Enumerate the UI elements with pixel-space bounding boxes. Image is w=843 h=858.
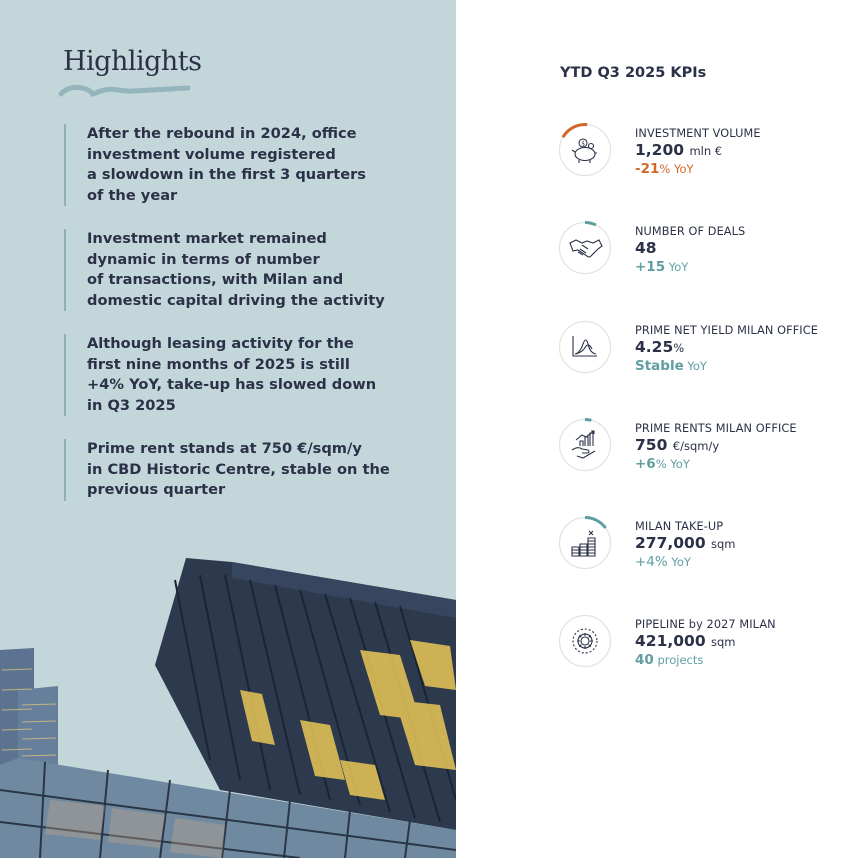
kpi-ring [558, 221, 612, 275]
kpi-ring [558, 418, 612, 472]
kpi-progress-arc [585, 518, 606, 529]
highlight-line: +4% YoY, take-up has slowed down [87, 376, 377, 393]
coin-stacks-icon [572, 531, 595, 556]
kpi-change: +6 [635, 456, 656, 472]
kpi-change: +15 [635, 259, 666, 275]
kpi-number-of-deals [558, 221, 843, 281]
kpi-ring [558, 516, 612, 570]
highlight-line: domestic capital driving the activity [87, 291, 385, 309]
gear-cycle-icon [573, 629, 597, 653]
kpi-value: 4.25 [635, 338, 674, 356]
kpi-label: PIPELINE by 2027 MILAN [635, 618, 776, 631]
title-underline-swoosh [58, 80, 193, 100]
kpi-unit: sqm [711, 537, 736, 551]
kpi-progress-arc [585, 420, 591, 421]
highlight-item [64, 334, 397, 416]
handshake-icon [570, 240, 602, 257]
highlight-line: of transactions, with Milan and [87, 271, 344, 288]
bell-curve-chart-icon [573, 336, 597, 356]
kpi-change-unit: YoY [667, 555, 691, 569]
kpi-change-unit: % YoY [655, 457, 690, 471]
kpi-label: MILAN TAKE-UP [635, 520, 724, 533]
highlight-item [64, 439, 397, 501]
kpi-change-unit: % YoY [659, 162, 694, 176]
highlight-line: in Q3 2025 [87, 396, 176, 414]
highlights-title: Highlights [63, 46, 202, 77]
highlight-line: first nine months of 2025 is still [87, 355, 350, 373]
kpi-label: NUMBER OF DEALS [635, 225, 746, 238]
highlight-line: dynamic in terms of number [87, 250, 320, 268]
kpi-unit: mln € [689, 144, 723, 158]
highlight-line: in CBD Historic Centre, stable on the [87, 460, 390, 478]
highlight-line: Investment market remained [87, 230, 327, 247]
highlight-line: of the year [87, 186, 178, 204]
kpi-milan-take-up [558, 516, 843, 576]
highlight-line: investment volume registered [87, 145, 336, 163]
kpi-change-unit: YoY [683, 359, 707, 373]
kpi-progress-arc [563, 125, 587, 138]
kpi-change-unit: projects [653, 653, 704, 667]
kpi-label: PRIME NET YIELD MILAN OFFICE [635, 324, 818, 337]
piggy-bank-icon [572, 139, 597, 163]
kpi-ring [558, 614, 612, 668]
kpi-unit: % [673, 341, 685, 355]
kpi-label: INVESTMENT VOLUME [635, 127, 761, 140]
kpis-title: YTD Q3 2025 KPIs [560, 65, 707, 81]
rising-bars-hand-icon [572, 431, 595, 458]
kpi-prime-net-yield [558, 320, 843, 380]
kpi-investment-volume [558, 123, 843, 183]
highlight-line: After the rebound in 2024, office [87, 125, 357, 142]
highlight-line: previous quarter [87, 481, 226, 498]
kpi-value: 421,000 [635, 632, 706, 650]
highlight-item [64, 124, 397, 206]
kpi-change: 40 [635, 652, 654, 668]
highlight-line: Prime rent stands at 750 €/sqm/y [87, 440, 362, 457]
highlight-item [64, 229, 397, 311]
kpi-change: Stable [635, 358, 684, 374]
highlight-line: Although leasing activity for the [87, 335, 354, 352]
kpi-change: +4% [635, 554, 668, 570]
kpi-value: 1,200 [635, 141, 685, 159]
kpi-change-unit: YoY [665, 260, 689, 274]
kpi-value: 48 [635, 239, 657, 257]
kpi-unit: €/sqm/y [672, 439, 720, 453]
kpi-pipeline [558, 614, 843, 674]
kpi-unit: sqm [711, 635, 736, 649]
kpi-progress-arc [585, 223, 596, 225]
kpi-prime-rents [558, 418, 843, 478]
kpi-ring [558, 320, 612, 374]
kpi-value: 277,000 [635, 534, 706, 552]
kpi-label: PRIME RENTS MILAN OFFICE [635, 422, 797, 435]
svg-text:$: $ [581, 140, 586, 148]
highlight-line: a slowdown in the first 3 quarters [87, 166, 366, 183]
kpi-value: 750 [635, 436, 668, 454]
kpi-change: -21 [635, 161, 660, 177]
kpi-ring [558, 123, 612, 177]
